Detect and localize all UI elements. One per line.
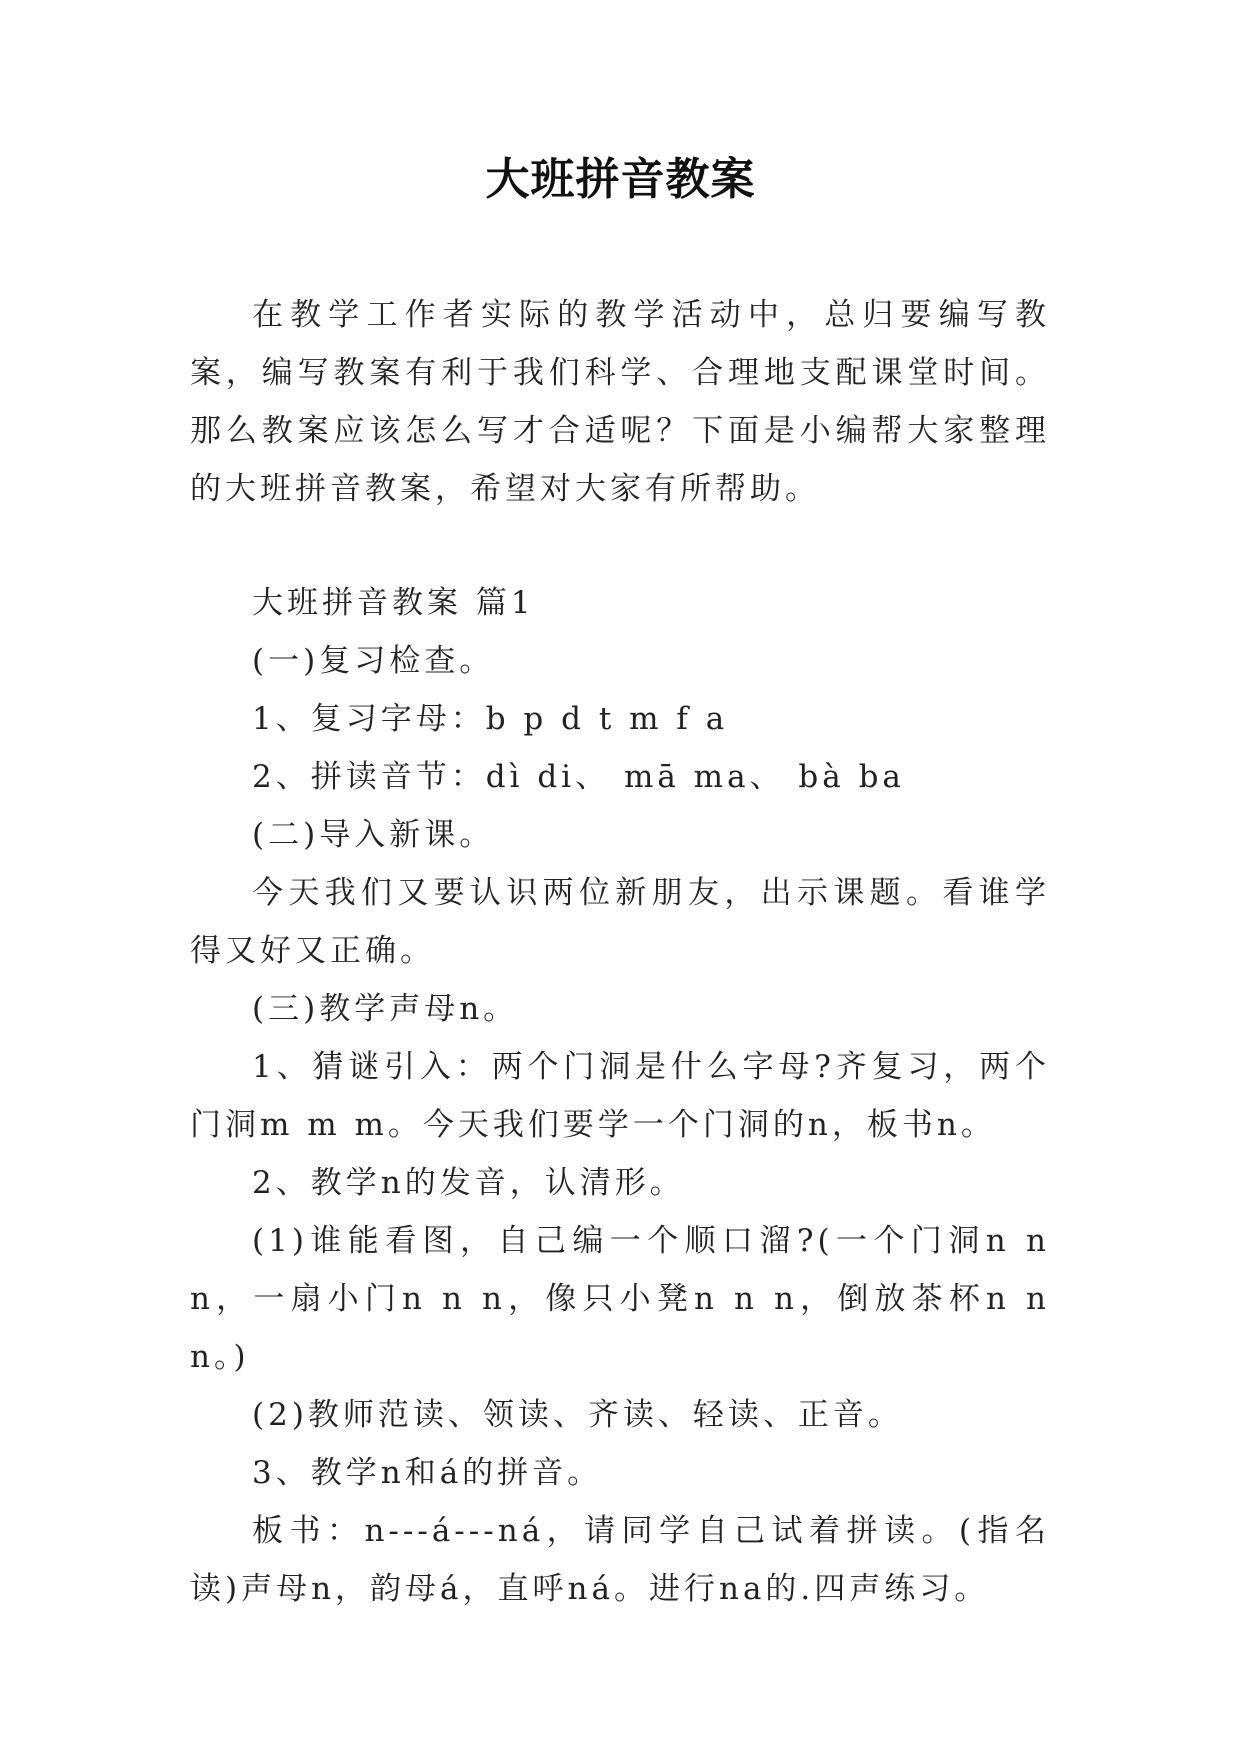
paragraph: (一)复习检查。 <box>252 643 495 679</box>
paragraph: 2、教学n的发音，认清形。 <box>252 1165 685 1201</box>
paragraph: 1、猜谜引入：两个门洞是什么字母?齐复习，两个门洞m m m。今天我们要学一个门洞的n，板书n。 <box>190 1049 1050 1143</box>
paragraph: 3、教学n和á的拼音。 <box>252 1455 603 1491</box>
paragraph: (三)教学声母n。 <box>252 991 519 1027</box>
paragraph: (二)导入新课。 <box>252 817 495 853</box>
paragraph: 板书：n---á---ná，请同学自己试着拼读。(指名读)声母n，韵母á，直呼ná。进行na的.四声练习。 <box>190 1513 1050 1607</box>
intro-paragraph: 在教学工作者实际的教学活动中，总归要编写教案，编写教案有利于我们科学、合理地支配课堂时间。那么教案应该怎么写才合适呢？下面是小编帮大家整理的大班拼音教案，希望对大家有所帮助。 <box>190 297 1050 507</box>
paragraph: (1)谁能看图，自己编一个顺口溜?(一个门洞n n n，一扇小门n n n，像只小凳n n n，倒放茶杯n n n。) <box>190 1223 1050 1375</box>
intro-section <box>190 286 1050 518</box>
paragraph: 1、复习字母：b p d t m f a <box>252 701 729 737</box>
paragraph: 今天我们又要认识两位新朋友，出示课题。看谁学得又好又正确。 <box>190 875 1050 969</box>
paragraph: 2、拼读音节：dì di、 mā ma、 bà ba <box>252 759 905 795</box>
paragraph: (2)教师范读、领读、齐读、轻读、正音。 <box>252 1397 903 1433</box>
lesson-content <box>190 574 1050 1618</box>
section-heading: 大班拼音教案 篇1 <box>252 585 535 621</box>
document-title: 大班拼音教案 <box>485 154 756 205</box>
